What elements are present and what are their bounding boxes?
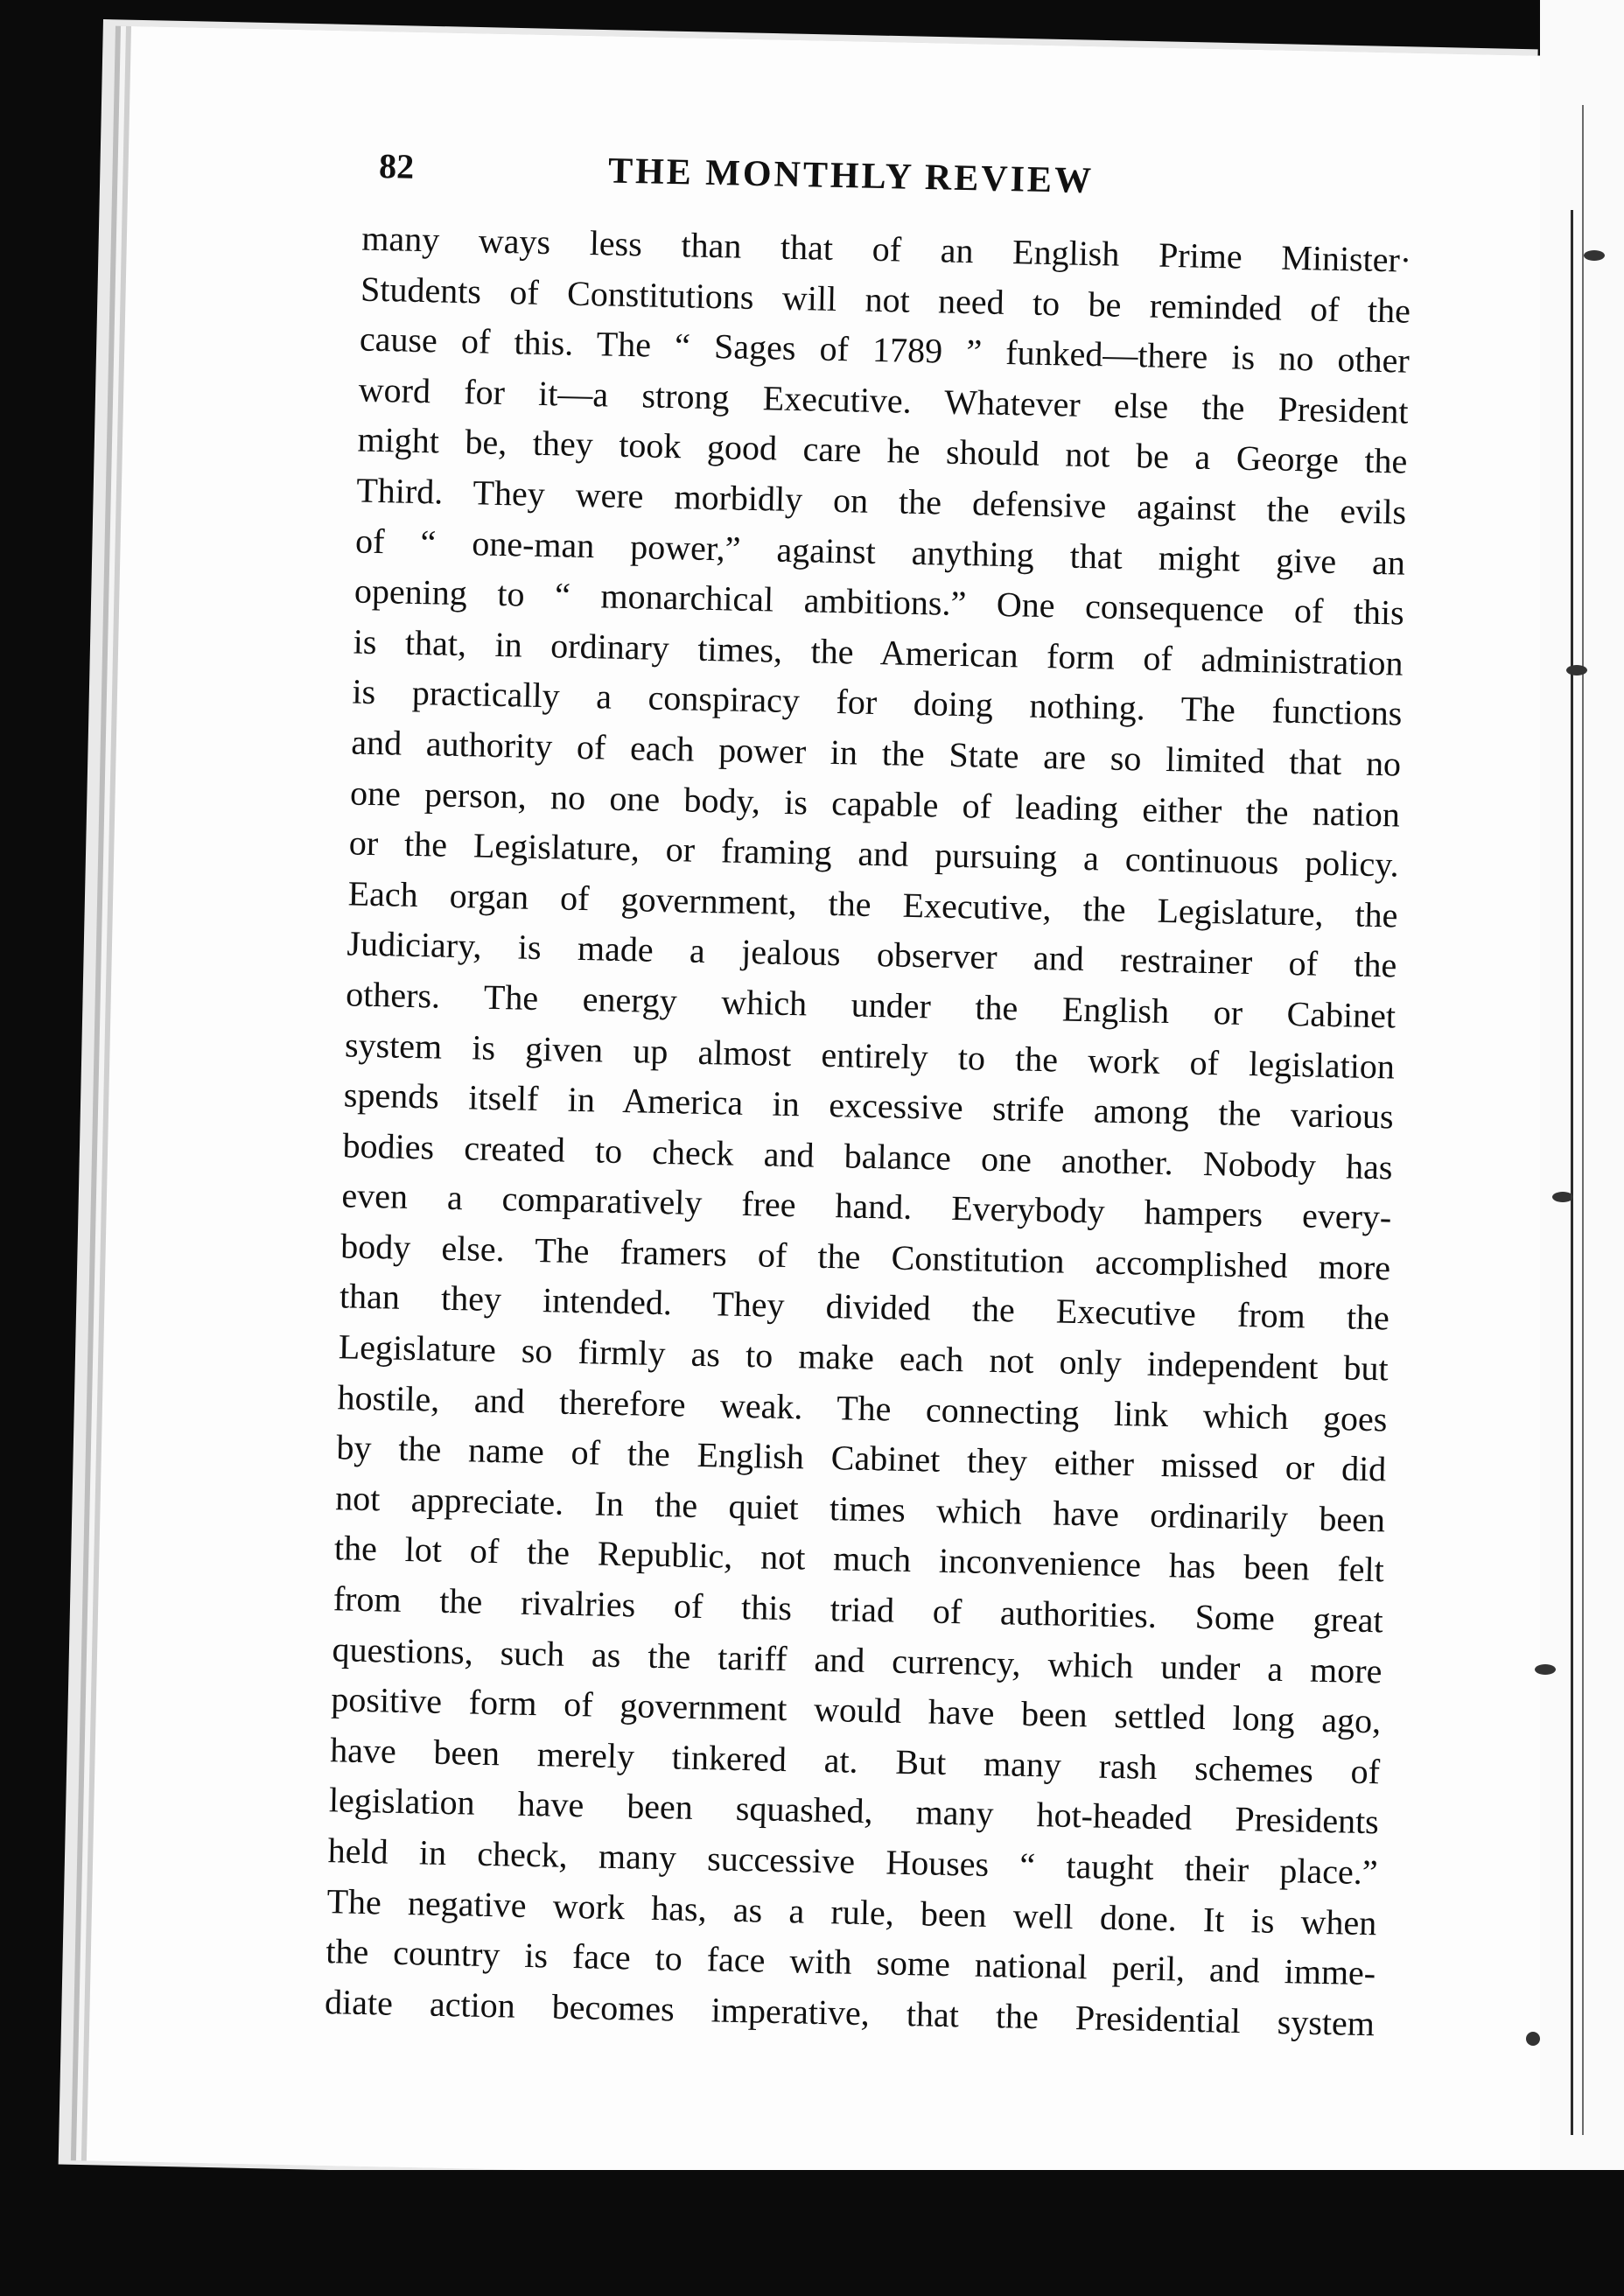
text-line: spends itself in America in excessive strife among the various [343, 1074, 1395, 1137]
text-line: held in check, many successive Houses “ taught their place.” [327, 1830, 1379, 1893]
text-line: even a comparatively free hand. Everybody hampers every- [341, 1175, 1392, 1237]
text-line: hostile, and therefore weak. The connecting link which goes [337, 1376, 1388, 1439]
text-line: not appreciate. In the quiet times which have ordinarily been [334, 1478, 1386, 1540]
text-line: is practically a conspiracy for doing nothing. The functions [352, 671, 1403, 733]
text-line: one person, no one body, is capable of leading either the nation [349, 772, 1401, 835]
text-line: of “ one-man power,” against anything that might give an [354, 521, 1406, 583]
text-line: positive form of government would have been settled long ago, [330, 1679, 1382, 1741]
text-line: legislation have been squashed, many hot-headed Presidents [328, 1780, 1380, 1842]
text-line: and authority of each power in the State are so limited that no [350, 722, 1402, 784]
text-line: Judiciary, is made a jealous observer and restrainer of the [346, 923, 1397, 985]
text-line: body else. The framers of the Constitution accomplished more [340, 1226, 1391, 1288]
body-text [325, 214, 1412, 2049]
text-line: Students of Constitutions will not need to be reminded of the [360, 269, 1411, 331]
text-line: many ways less than that of an English Prime Minister· [360, 218, 1412, 280]
running-head [378, 145, 1403, 219]
text-line: others. The energy which under the English or Cabinet [345, 974, 1396, 1036]
text-line: Each organ of government, the Executive, the Legislature, the [347, 873, 1398, 935]
text-line: the country is face to face with some national peril, and imme- [325, 1931, 1376, 1993]
text-line: from the rivalries of this triad of authorities. Some great [332, 1578, 1384, 1641]
text-line: Legislature so firmly as to make each not only independent but [338, 1326, 1390, 1389]
text-line: diate action becomes imperative, that the Presidential system [324, 1981, 1376, 2044]
text-line: questions, such as the tariff and currency, which under a more [332, 1628, 1382, 1690]
text-line: by the name of the English Cabinet they either missed or did [336, 1427, 1387, 1489]
text-line: have been merely tinkered at. But many rash schemes of [329, 1730, 1381, 1792]
text-line: bodies created to check and balance one another. Nobody has [342, 1125, 1393, 1187]
text-line: The negative work has, as a rule, been well done. It is when [326, 1880, 1377, 1942]
running-title: THE MONTHLY REVIEW [607, 150, 1095, 202]
text-line: is that, in ordinary times, the American form of administration [353, 621, 1404, 683]
text-line: cause of this. The “ Sages of 1789 ” funked—there is no other [359, 318, 1410, 381]
text-line: word for it—a strong Executive. Whatever else the President [358, 369, 1410, 431]
text-line: might be, they took good care he should not be a George the [357, 419, 1408, 482]
text-line: the lot of the Republic, not much inconvenience has been felt [333, 1528, 1385, 1590]
text-line: than they intended. They divided the Executive from the [339, 1276, 1390, 1338]
page-number: 82 [378, 145, 415, 186]
text-line: opening to “ monarchical ambitions.” One consequence of this [354, 570, 1405, 633]
text-line: or the Legislature, or framing and pursuing a continuous policy. [348, 822, 1400, 885]
text-line: system is given up almost entirely to the work of legislation [344, 1024, 1396, 1087]
text-line: Third. They were morbidly on the defensive against the evils [355, 470, 1407, 532]
